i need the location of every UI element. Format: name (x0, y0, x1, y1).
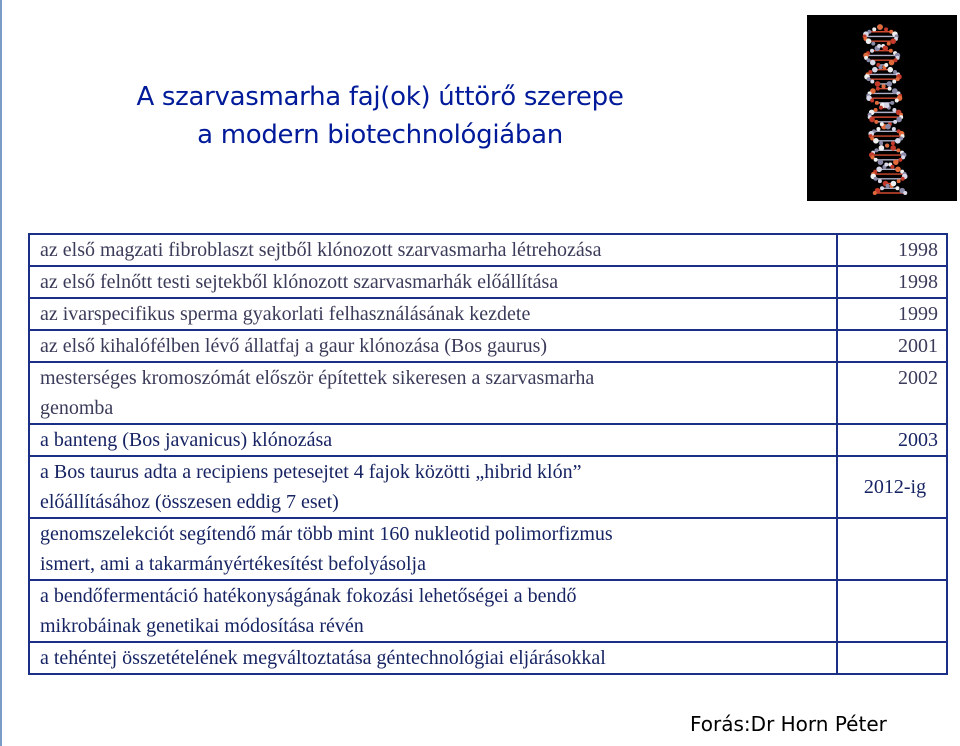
event-year (837, 642, 947, 674)
events-table (28, 233, 948, 675)
source-credit: Forás:Dr Horn Péter (690, 712, 887, 736)
table-row (29, 362, 947, 424)
dna-icon (807, 15, 957, 201)
title-line-1: A szarvasmarha faj(ok) úttörő szerepe (136, 82, 624, 112)
event-description: a tehéntej összetételének megváltoztatása géntechnológiai eljárásokkal (29, 642, 837, 674)
event-description-line: mikrobáinak genetikai módosítása révén (40, 615, 364, 637)
event-year (837, 580, 947, 642)
table-row (29, 424, 947, 456)
event-description: az első felnőtt testi sejtekből klónozott szarvasmarhák előállítása (29, 266, 837, 298)
event-description-line: a bendőfermentáció hatékonyságának fokozási lehetőségei a bendő (40, 585, 577, 607)
event-year (837, 518, 947, 580)
event-year: 1998 (837, 266, 947, 298)
event-description (29, 518, 837, 580)
event-description (29, 580, 837, 642)
event-year: 2002 (837, 362, 947, 424)
event-year: 2003 (837, 424, 947, 456)
left-border-line (0, 0, 2, 746)
event-description-line: genomba (40, 397, 114, 419)
event-description (29, 456, 837, 518)
table-row (29, 266, 947, 298)
event-year: 1998 (837, 234, 947, 266)
event-year: 2012-ig (837, 456, 947, 518)
event-year: 2001 (837, 330, 947, 362)
event-description-line: genomszelekciót segítendő már több mint 160 nukleotid polimorfizmus (40, 523, 613, 545)
dna-helix-image (807, 15, 957, 201)
table-row (29, 330, 947, 362)
event-description: az első magzati fibroblaszt sejtből klónozott szarvasmarha létrehozása (29, 234, 837, 266)
slide-title (60, 78, 700, 154)
table-row (29, 642, 947, 674)
table-row (29, 298, 947, 330)
event-description (29, 362, 837, 424)
event-description-line: ismert, ami a takarmányértékesítést befolyásolja (40, 553, 426, 575)
event-description: a banteng (Bos javanicus) klónozása (29, 424, 837, 456)
event-description: az első kihalófélben lévő állatfaj a gaur klónozása (Bos gaurus) (29, 330, 837, 362)
event-description: az ivarspecifikus sperma gyakorlati felhasználásának kezdete (29, 298, 837, 330)
table-row (29, 234, 947, 266)
table-row (29, 456, 947, 518)
table-row (29, 580, 947, 642)
event-description-line: mesterséges kromoszómát először építettek sikeresen a szarvasmarha (40, 367, 595, 389)
table-row (29, 518, 947, 580)
event-description-line: előállításához (összesen eddig 7 eset) (40, 491, 339, 513)
event-year: 1999 (837, 298, 947, 330)
title-line-2: a modern biotechnológiában (197, 120, 563, 150)
event-description-line: a Bos taurus adta a recipiens petesejtet 4 fajok közötti „hibrid klón” (40, 461, 582, 483)
